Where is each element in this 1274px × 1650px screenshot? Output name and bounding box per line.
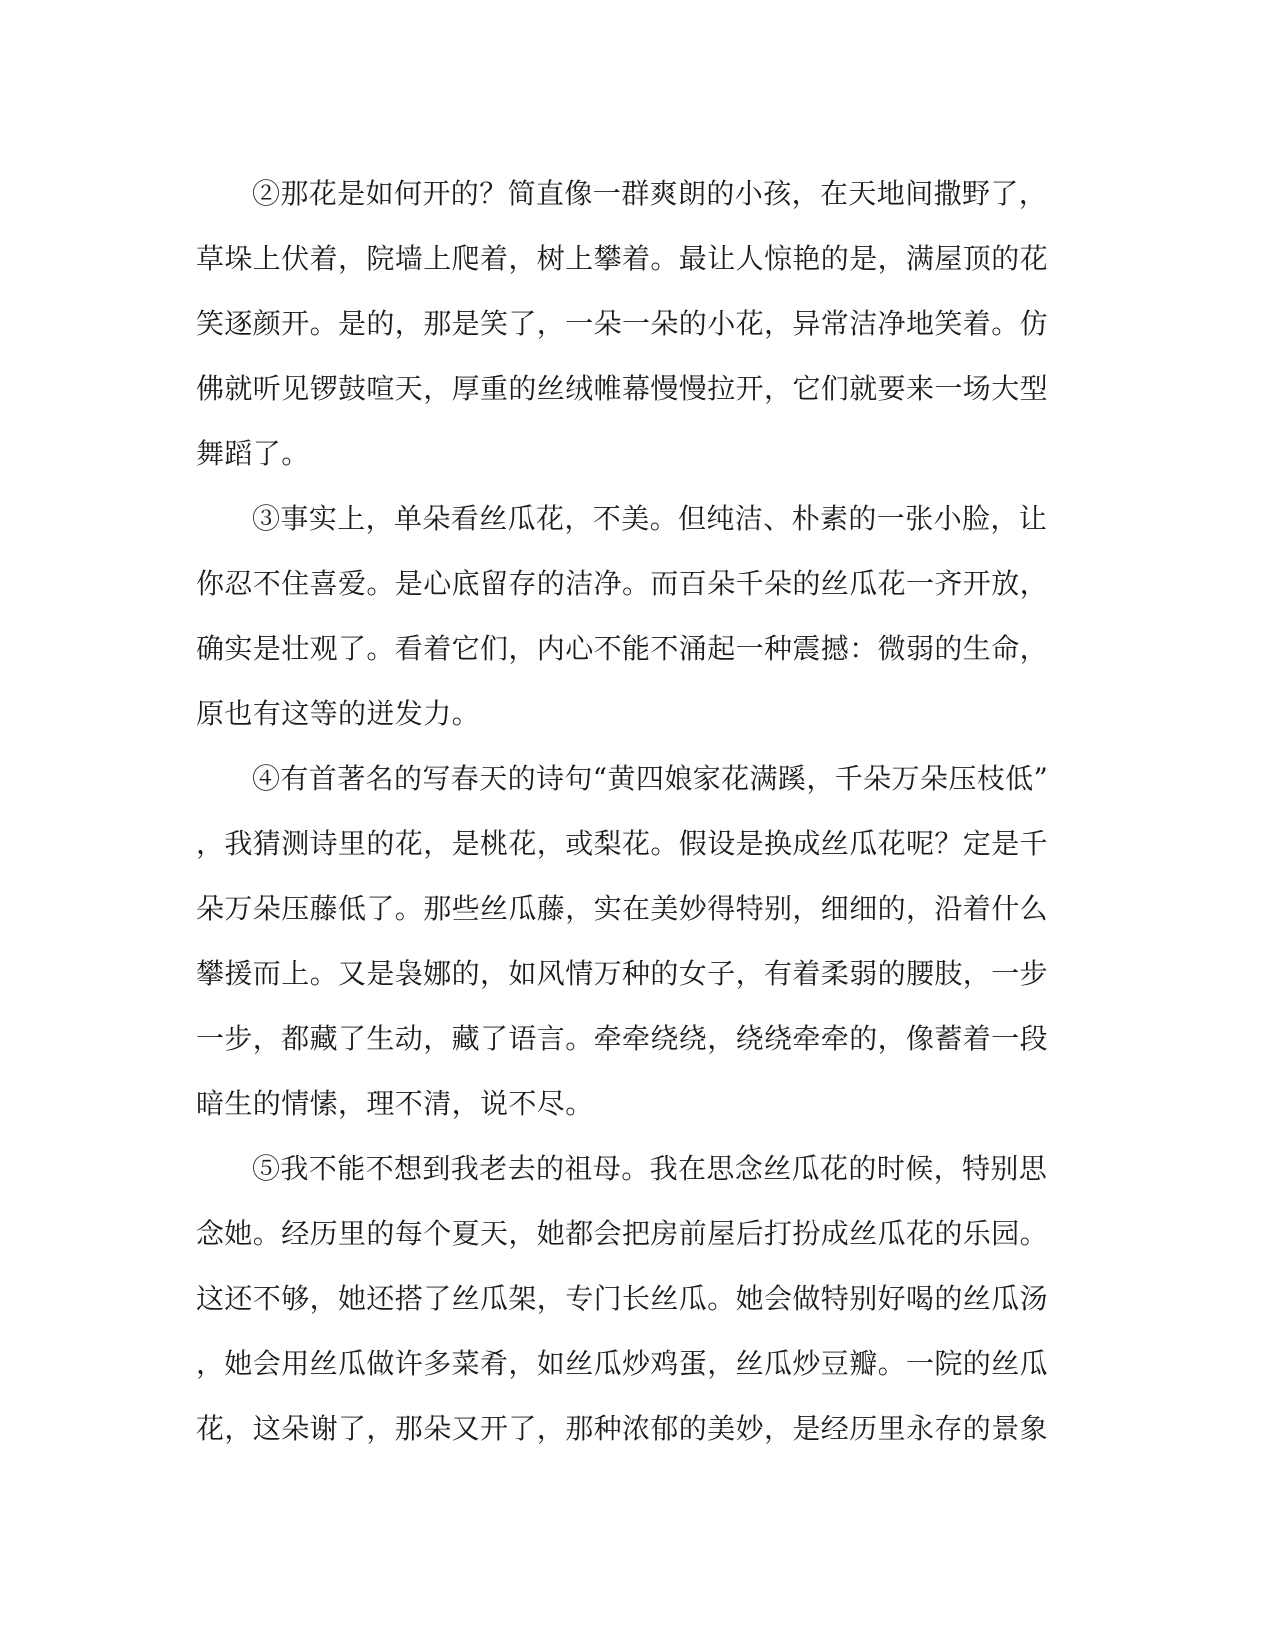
essay-body [196,161,1076,1461]
text-line: 念她。经历里的每个夏天，她都会把房前屋后打扮成丝瓜花的乐园。 [196,1217,1049,1250]
text-line: 一步，都藏了生动，藏了语言。牵牵绕绕，绕绕牵牵的，像蓄着一段 [196,1022,1049,1055]
text-line: 朵万朵压藤低了。那些丝瓜藤，实在美妙得特别，细细的，沿着什么 [196,892,1049,925]
text-line: ②那花是如何开的？简直像一群爽朗的小孩，在天地间撒野了， [252,177,1048,210]
text-line: 这还不够，她还搭了丝瓜架，专门长丝瓜。她会做特别好喝的丝瓜汤 [196,1282,1049,1315]
text-line: 佛就听见锣鼓喧天，厚重的丝绒帷幕慢慢拉开，它们就要来一场大型 [196,372,1049,405]
text-line: ，她会用丝瓜做许多菜肴，如丝瓜炒鸡蛋，丝瓜炒豆瓣。一院的丝瓜 [196,1347,1049,1380]
text-line: 舞蹈了。 [196,437,310,470]
text-line: 攀援而上。又是袅娜的，如风情万种的女子，有着柔弱的腰肢，一步 [196,957,1049,990]
text-line: ⑤我不能不想到我老去的祖母。我在思念丝瓜花的时候，特别思 [252,1152,1048,1185]
text-line: ，我猜测诗里的花，是桃花，或梨花。假设是换成丝瓜花呢？定是千 [196,827,1049,860]
text-line: 暗生的情愫，理不清，说不尽。 [196,1087,594,1120]
text-line: 原也有这等的迸发力。 [196,697,481,730]
text-line: ③事实上，单朵看丝瓜花，不美。但纯洁、朴素的一张小脸，让 [252,502,1048,535]
text-line: ④有首著名的写春天的诗句“黄四娘家花满蹊，千朵万朵压枝低” [252,762,1049,795]
text-line: 花，这朵谢了，那朵又开了，那种浓郁的美妙，是经历里永存的景象 [196,1412,1049,1445]
text-line: 草垛上伏着，院墙上爬着，树上攀着。最让人惊艳的是，满屋顶的花 [196,242,1049,275]
text-line: 你忍不住喜爱。是心底留存的洁净。而百朵千朵的丝瓜花一齐开放， [196,567,1049,600]
text-line: 笑逐颜开。是的，那是笑了，一朵一朵的小花，异常洁净地笑着。仿 [196,307,1049,340]
text-line: 确实是壮观了。看着它们，内心不能不涌起一种震撼：微弱的生命， [196,632,1049,665]
